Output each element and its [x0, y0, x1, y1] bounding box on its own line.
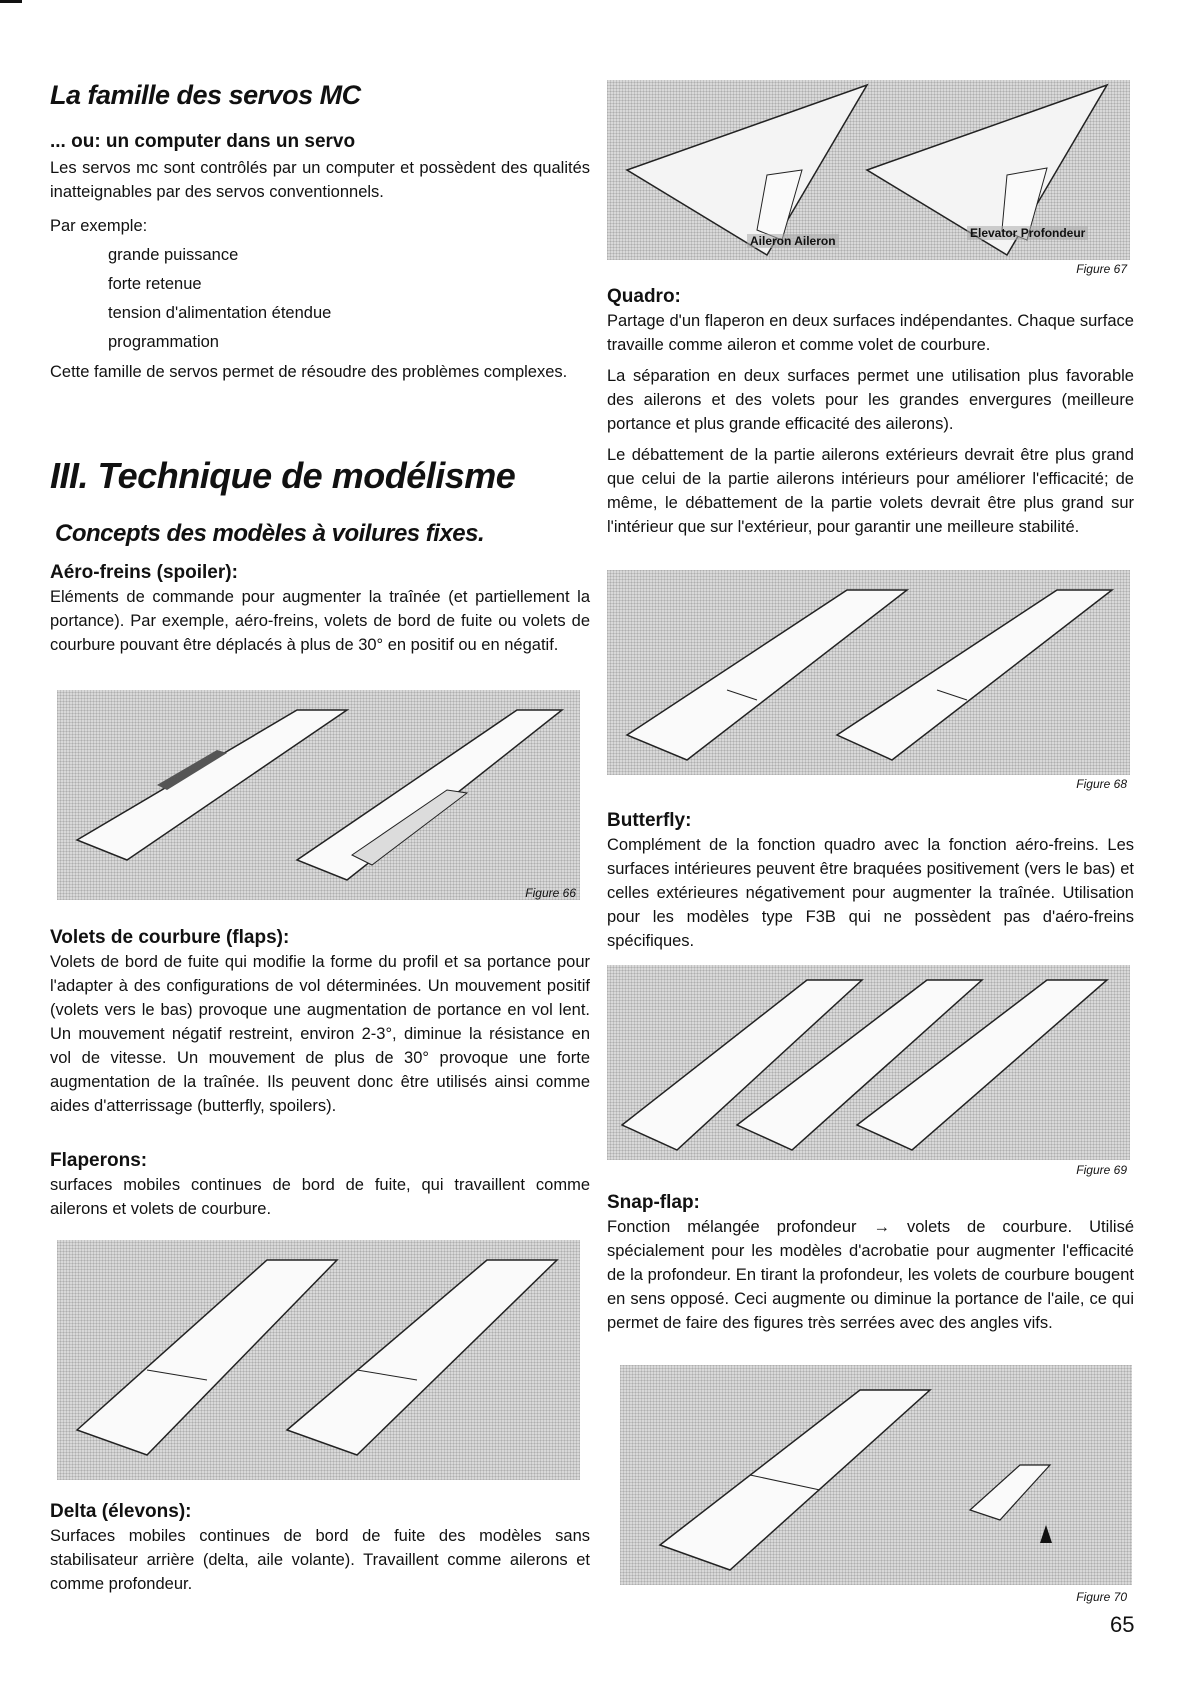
example-list — [50, 243, 590, 354]
butterfly-heading: Butterfly: — [607, 810, 692, 831]
quadro-heading: Quadro: — [607, 286, 681, 307]
wing-diagram-butterfly — [607, 965, 1130, 1160]
delta-text: Surfaces mobiles continues de bord de fuite des modèles sans stabilisateur arrière (delta, aile volante). Travaillent comme ailerons et comme profondeur. — [50, 1527, 590, 1593]
servos-intro: Les servos mc sont contrôlés par un computer et possèdent des qualités inatteignables par des servos conventionnels. — [50, 159, 590, 201]
flaperons-heading: Flaperons: — [50, 1150, 148, 1171]
flaperons-text: surfaces mobiles continues de bord de fuite, qui travaillent comme ailerons et volets de courbure. — [50, 1176, 590, 1218]
figure-70-caption: Figure 70 — [1076, 1590, 1127, 1604]
servos-conclusion: Cette famille de servos permet de résoudre des problèmes complexes. — [50, 363, 568, 381]
list-item: grande puissance — [108, 246, 239, 264]
figure-70 — [620, 1365, 1132, 1585]
delta-heading: Delta (élevons): — [50, 1501, 192, 1522]
quadro-text-1: Partage d'un flaperon en deux surfaces indépendantes. Chaque surface travaille comme aileron et comme volet de courbure. — [607, 312, 1134, 354]
example-label: Par exemple: — [50, 217, 148, 235]
quadro-text-3: Le débattement de la partie ailerons extérieurs devrait être plus grand que celui de la partie ailerons intérieurs pour améliorer l'efficacité; de même, le débattement de la partie volets devrait être plus grand sur l'intérieur que sur l'extérieur, pour garantir une meilleure stabilité. — [607, 446, 1134, 536]
snapflap-heading: Snap-flap: — [607, 1192, 700, 1213]
figure-68 — [607, 570, 1130, 775]
section-title-concepts: Concepts des modèles à voilures fixes. — [55, 520, 485, 547]
page-number: 65 — [1110, 1612, 1135, 1637]
corner-mark — [0, 0, 22, 3]
figure-flaperons — [57, 1240, 580, 1480]
figure-68-caption: Figure 68 — [1076, 777, 1127, 791]
list-item: forte retenue — [108, 275, 202, 293]
snapflap-text: Fonction mélangée profondeur → volets de courbure. Utilisé spécialement pour les modèles d'acrobatie pour augmenter l'efficacité de la profondeur. En tirant la profondeur, les volets de courbure bougent en sens opposé. Ceci augmente ou diminue la portance de l'aile, ce qui permet de faire des figures très serrées avec des angles vifs. — [607, 1218, 1134, 1332]
figure-66 — [57, 690, 580, 900]
quadro-text-2: La séparation en deux surfaces permet une utilisation plus favorable des ailerons et des volets pour les grandes envergures (meilleure portance et plus grande efficacité des ailerons). — [607, 367, 1134, 433]
spoiler-text: Eléments de commande pour augmenter la traînée (et partiellement la portance). Par exemple, aéro-freins, volets de bord de fuite ou volets de courbure pouvant être déplacés à plus de 30° en positif ou en négatif. — [50, 588, 590, 654]
figure-67 — [607, 80, 1130, 260]
chapter-title: III. Technique de modélisme — [50, 455, 516, 496]
wing-diagram-spoiler — [57, 690, 580, 900]
figure-66-caption: Figure 66 — [525, 886, 576, 900]
wing-diagram-quadro — [607, 570, 1130, 775]
figure-69 — [607, 965, 1130, 1160]
figure-67-label-elevator: Elevator Profondeur — [967, 226, 1088, 240]
wing-diagram-flaperons — [57, 1240, 580, 1480]
figure-67-label-aileron: Aileron Aileron — [747, 234, 839, 248]
list-item: programmation — [108, 333, 219, 351]
flaps-heading: Volets de courbure (flaps): — [50, 927, 290, 948]
figure-67-caption: Figure 67 — [1076, 262, 1127, 276]
figure-69-caption: Figure 69 — [1076, 1163, 1127, 1177]
butterfly-text: Complément de la fonction quadro avec la fonction aéro-freins. Les surfaces intérieures peuvent être braquées positivement (vers le bas) et celles extérieures négativement pour augmenter la traînée. Utilisation pour les modèles type F3B qui ne possèdent pas d'aéro-freins spécifiques. — [607, 836, 1134, 950]
section-title-servos: La famille des servos MC — [50, 80, 361, 110]
servos-subtitle: ... ou: un computer dans un servo — [50, 131, 356, 152]
list-item: tension d'alimentation étendue — [108, 304, 332, 322]
wing-diagram-snapflap — [620, 1365, 1132, 1585]
spoiler-heading: Aéro-freins (spoiler): — [50, 562, 238, 583]
flaps-text: Volets de bord de fuite qui modifie la forme du profil et sa portance pour l'adapter à des configurations de vol déterminées. Un mouvement positif (volets vers le bas) provoque une augmentation de portance en vol lent. Un mouvement négatif restreint, environ 2-3°, diminue la résistance en vol de vitesse. Un mouvement de plus de 30° provoque une forte augmentation de la traînée. Ils peuvent donc être utilisés ainsi comme aides d'atterrissage (butterfly, spoilers). — [50, 953, 590, 1115]
